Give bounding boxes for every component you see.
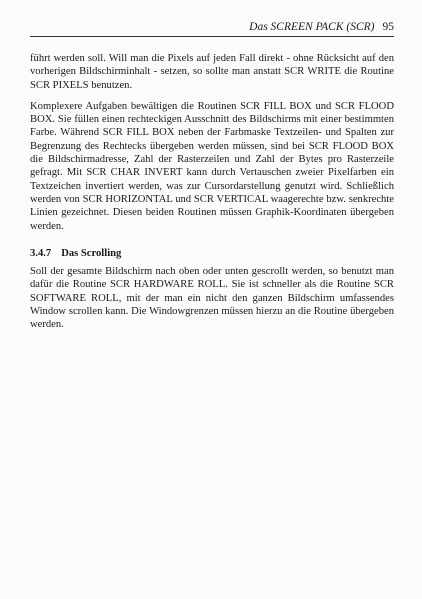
paragraph-fill-routines: Komplexere Aufgaben bewältigen die Routinen SCR FILL BOX und SCR FLOOD BOX. Sie füllen einen rechteckigen Ausschnitt des Bildschirms mit einer bestimmten Farbe. Während SCR FILL BOX neben der Farbmaske Textzeilen- und Spalten zur Begrenzung des Rechtecks übergeben werden müssen, sind bei SCR FLOOD BOX die Bildschirmadresse, Zahl der Rasterzeilen und Zahl der Bytes pro Rasterzeile gefragt. Mit SCR CHAR INVERT kann durch Vertauschen zweier Pixelfarben ein Textzeichen invertiert werden, was zur Cursordarstellung genutzt wird. Schließlich werden von SCR HORIZONTAL und SCR VERTICAL waagerechte bzw. senkrechte Linien gezeichnet. Diesen beiden Routinen müssen Graphik-Koordinaten übergeben werden. [30,100,394,232]
paragraph-scrolling: Soll der gesamte Bildschirm nach oben oder unten gescrollt werden, so benutzt man dafür die Routine SCR HARDWARE ROLL. Sie ist schneller als die Routine SCR SOFTWARE ROLL, mit der man ein nicht den ganzen Bildschirm umfassendes Window scrollen kann. Die Windowgrenzen müssen hierzu an die Routine übergeben werden. [30,266,394,331]
page-number: 95 [382,21,394,33]
paragraph-continuation: führt werden soll. Will man die Pixels auf jeden Fall direkt - ohne Rücksicht auf den vorherigen Bildschirminhalt - setzen, so sollte man anstatt SCR WRITE die Routine SCR PIXELS benutzen. [30,53,394,91]
section-number: 3.4.7 [30,247,52,259]
section-heading [30,247,394,260]
chapter-title: Das SCREEN PACK (SCR) [249,21,375,33]
section-title: Das Scrolling [61,247,122,259]
page-body [30,52,394,340]
running-header [30,13,394,37]
